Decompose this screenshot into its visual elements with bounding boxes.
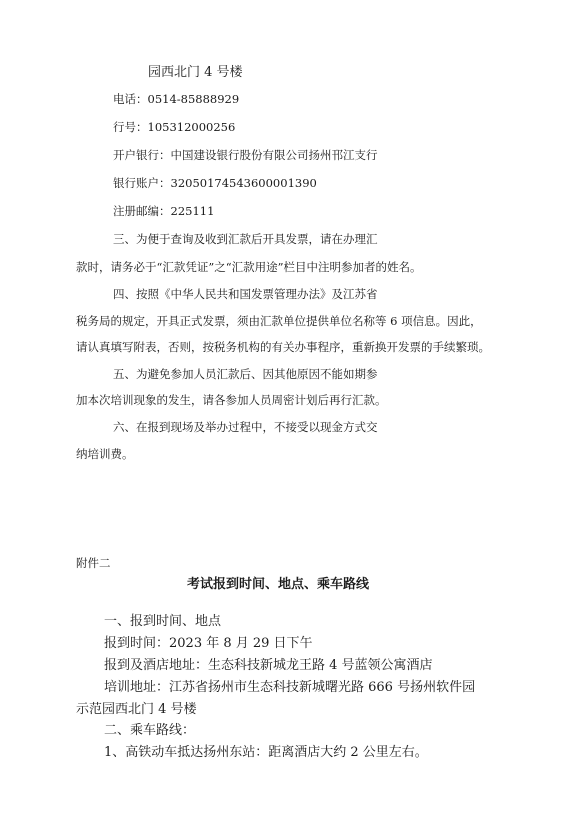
hotel-address: 报到及酒店地址：生态科技新城龙王路 4 号蓝领公寓酒店 xyxy=(104,658,433,673)
item6-line1: 六、在报到现场及举办过程中，不接受以现金方式交 xyxy=(113,420,378,434)
item5-line1: 五、为避免参加人员汇款后、因其他原因不能如期参 xyxy=(113,367,378,381)
item5-line2: 加本次培训现象的发生，请各参加人员周密计划后再行汇款。 xyxy=(76,393,387,407)
bank-name-line: 开户银行：中国建设银行股份有限公司扬州邗江支行 xyxy=(113,148,378,162)
item4-line2: 税务局的规定，开具正式发票，须由汇款单位提供单位名称等 6 项信息。因此， xyxy=(76,314,482,328)
report-time: 报到时间：2023 年 8 月 29 日下午 xyxy=(104,636,313,651)
attachment-title: 考试报到时间、地点、乘车路线 xyxy=(187,577,370,592)
phone-line: 电话：0514-85888929 xyxy=(113,92,240,106)
route-item-1: 1、高铁动车抵达扬州东站：距离酒店大约 2 公里左右。 xyxy=(104,745,428,760)
item4-line3: 请认真填写附表，否则，按税务机构的有关办事程序，重新换开发票的手续繁琐。 xyxy=(76,340,490,354)
section1-heading: 一、报到时间、地点 xyxy=(104,614,222,629)
account-line: 银行账户：32050174543600001390 xyxy=(113,176,317,190)
item6-line2: 纳培训费。 xyxy=(76,447,134,461)
address-continued: 园西北门 4 号楼 xyxy=(148,65,243,80)
item3-line2: 款时，请务必于“汇款凭证”之“汇款用途”栏目中注明参加者的姓名。 xyxy=(76,260,422,274)
attachment-label: 附件二 xyxy=(76,556,111,570)
item4-line1: 四、按照《中华人民共和国发票管理办法》及江苏省 xyxy=(113,287,378,301)
postcode-line: 注册邮编：225111 xyxy=(113,204,215,218)
bank-number-line: 行号：105312000256 xyxy=(113,120,236,134)
item3-line1: 三、为便于查询及收到汇款后开具发票，请在办理汇 xyxy=(113,232,378,246)
section2-heading: 二、乘车路线： xyxy=(104,723,196,738)
training-address-line1: 培训地址：江苏省扬州市生态科技新城曙光路 666 号扬州软件园 xyxy=(104,680,476,695)
training-address-line2: 示范园西北门 4 号楼 xyxy=(76,702,197,717)
